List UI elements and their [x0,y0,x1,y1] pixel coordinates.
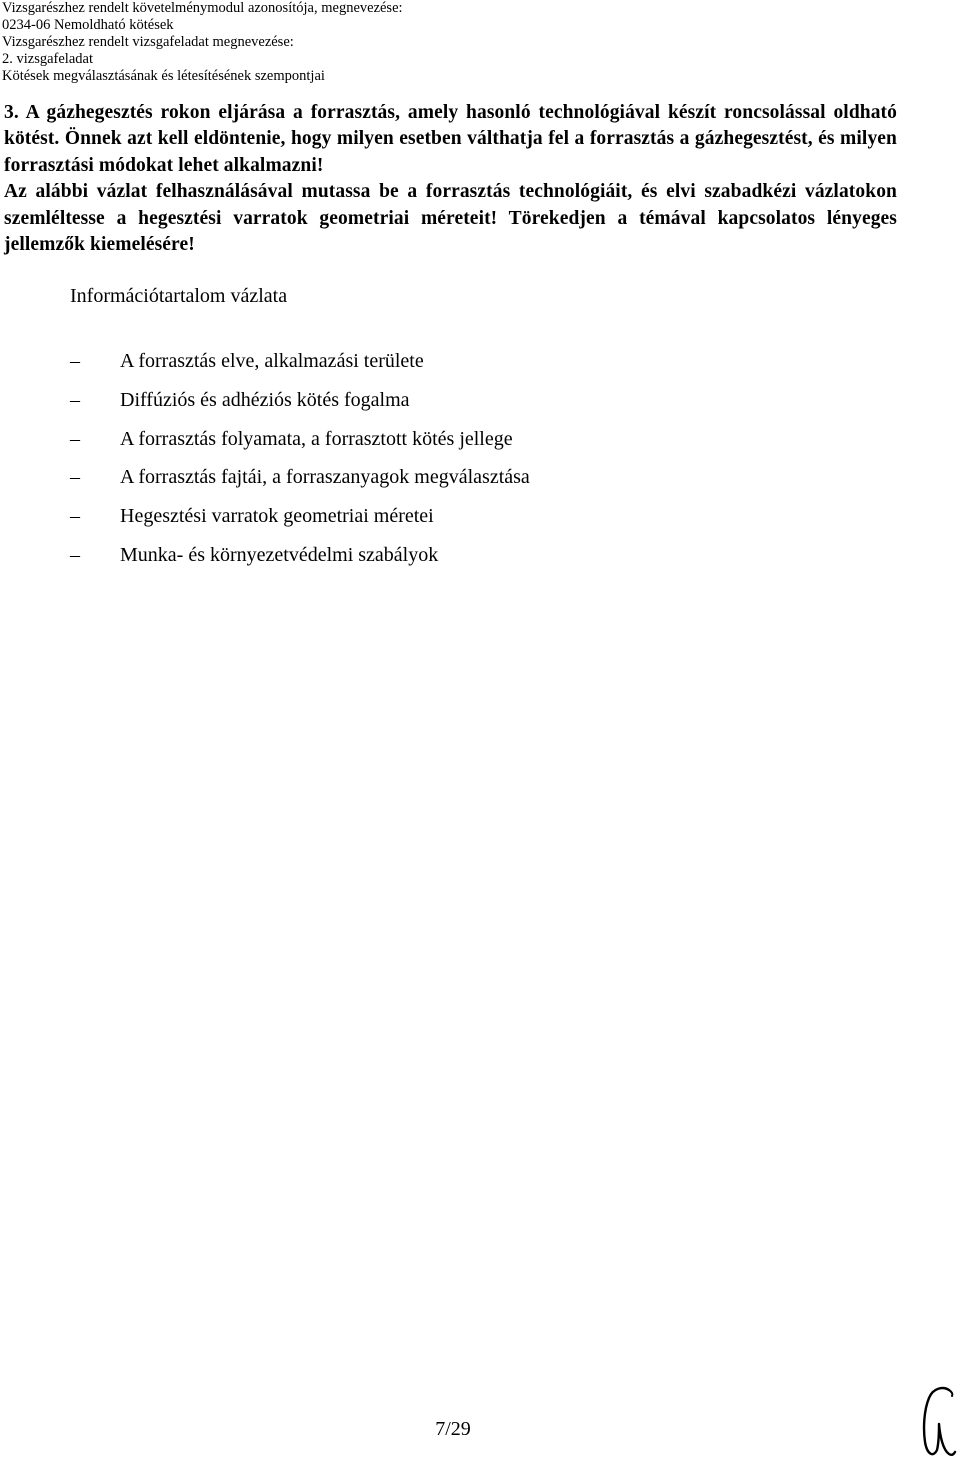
list-item-text: Diffúziós és adhéziós kötés fogalma [120,388,410,411]
list-item-text: A forrasztás folyamata, a forrasztott kötés jellege [120,427,513,450]
header-line-module-label: Vizsgarészhez rendelt követelménymodul azonosítója, megnevezése: [2,0,403,16]
list-item [70,464,530,503]
document-header [2,0,403,85]
dash-bullet-icon: – [70,505,80,528]
header-line-task-number: 2. vizsgafeladat [2,51,93,67]
list-item-text: A forrasztás fajtái, a forraszanyagok megválasztása [120,466,530,489]
dash-bullet-icon: – [70,388,80,411]
question-block [4,100,897,258]
list-item-text: A forrasztás elve, alkalmazási területe [120,350,424,372]
outline-list [70,348,530,581]
dash-bullet-icon: – [70,466,80,489]
outline-title: Információtartalom vázlata [70,285,288,307]
dash-bullet-icon: – [70,350,80,372]
dash-bullet-icon: – [70,427,80,450]
list-item [70,387,530,426]
list-item-text: Hegesztési varratok geometriai méretei [120,505,434,528]
header-line-module-name: 0234-06 Nemoldható kötések [2,17,174,33]
list-item-text: Munka- és környezetvédelmi szabályok [120,543,439,566]
list-item [70,426,530,465]
list-item [70,542,530,581]
question-paragraph-1: 3. A gázhegesztés rokon eljárása a forrasztás, amely hasonló technológiával készít roncsolással oldható kötést. Önnek azt kell eldöntenie, hogy milyen esetben válthatja fel a forrasztás a gázhegesztést, és milyen forrasztási módokat lehet alkalmazni! [4,102,897,176]
question-paragraph-2: Az alábbi vázlat felhasználásával mutassa be a forrasztás technológiáit, és elvi szabadkézi vázlatokon szemléltesse a hegesztési varratok geometriai méreteit! Törekedjen a témával kapcsolatos lényeges jellemzők kiemelésére! [4,181,897,256]
dash-bullet-icon: – [70,543,80,566]
header-line-task-label: Vizsgarészhez rendelt vizsgafeladat megnevezése: [2,34,294,50]
header-line-task-name: Kötések megválasztásának és létesítésének szempontjai [2,68,325,84]
handwritten-signature-icon [919,1384,959,1462]
page-number: 7/29 [435,1418,471,1440]
list-item [70,348,530,387]
list-item [70,503,530,542]
